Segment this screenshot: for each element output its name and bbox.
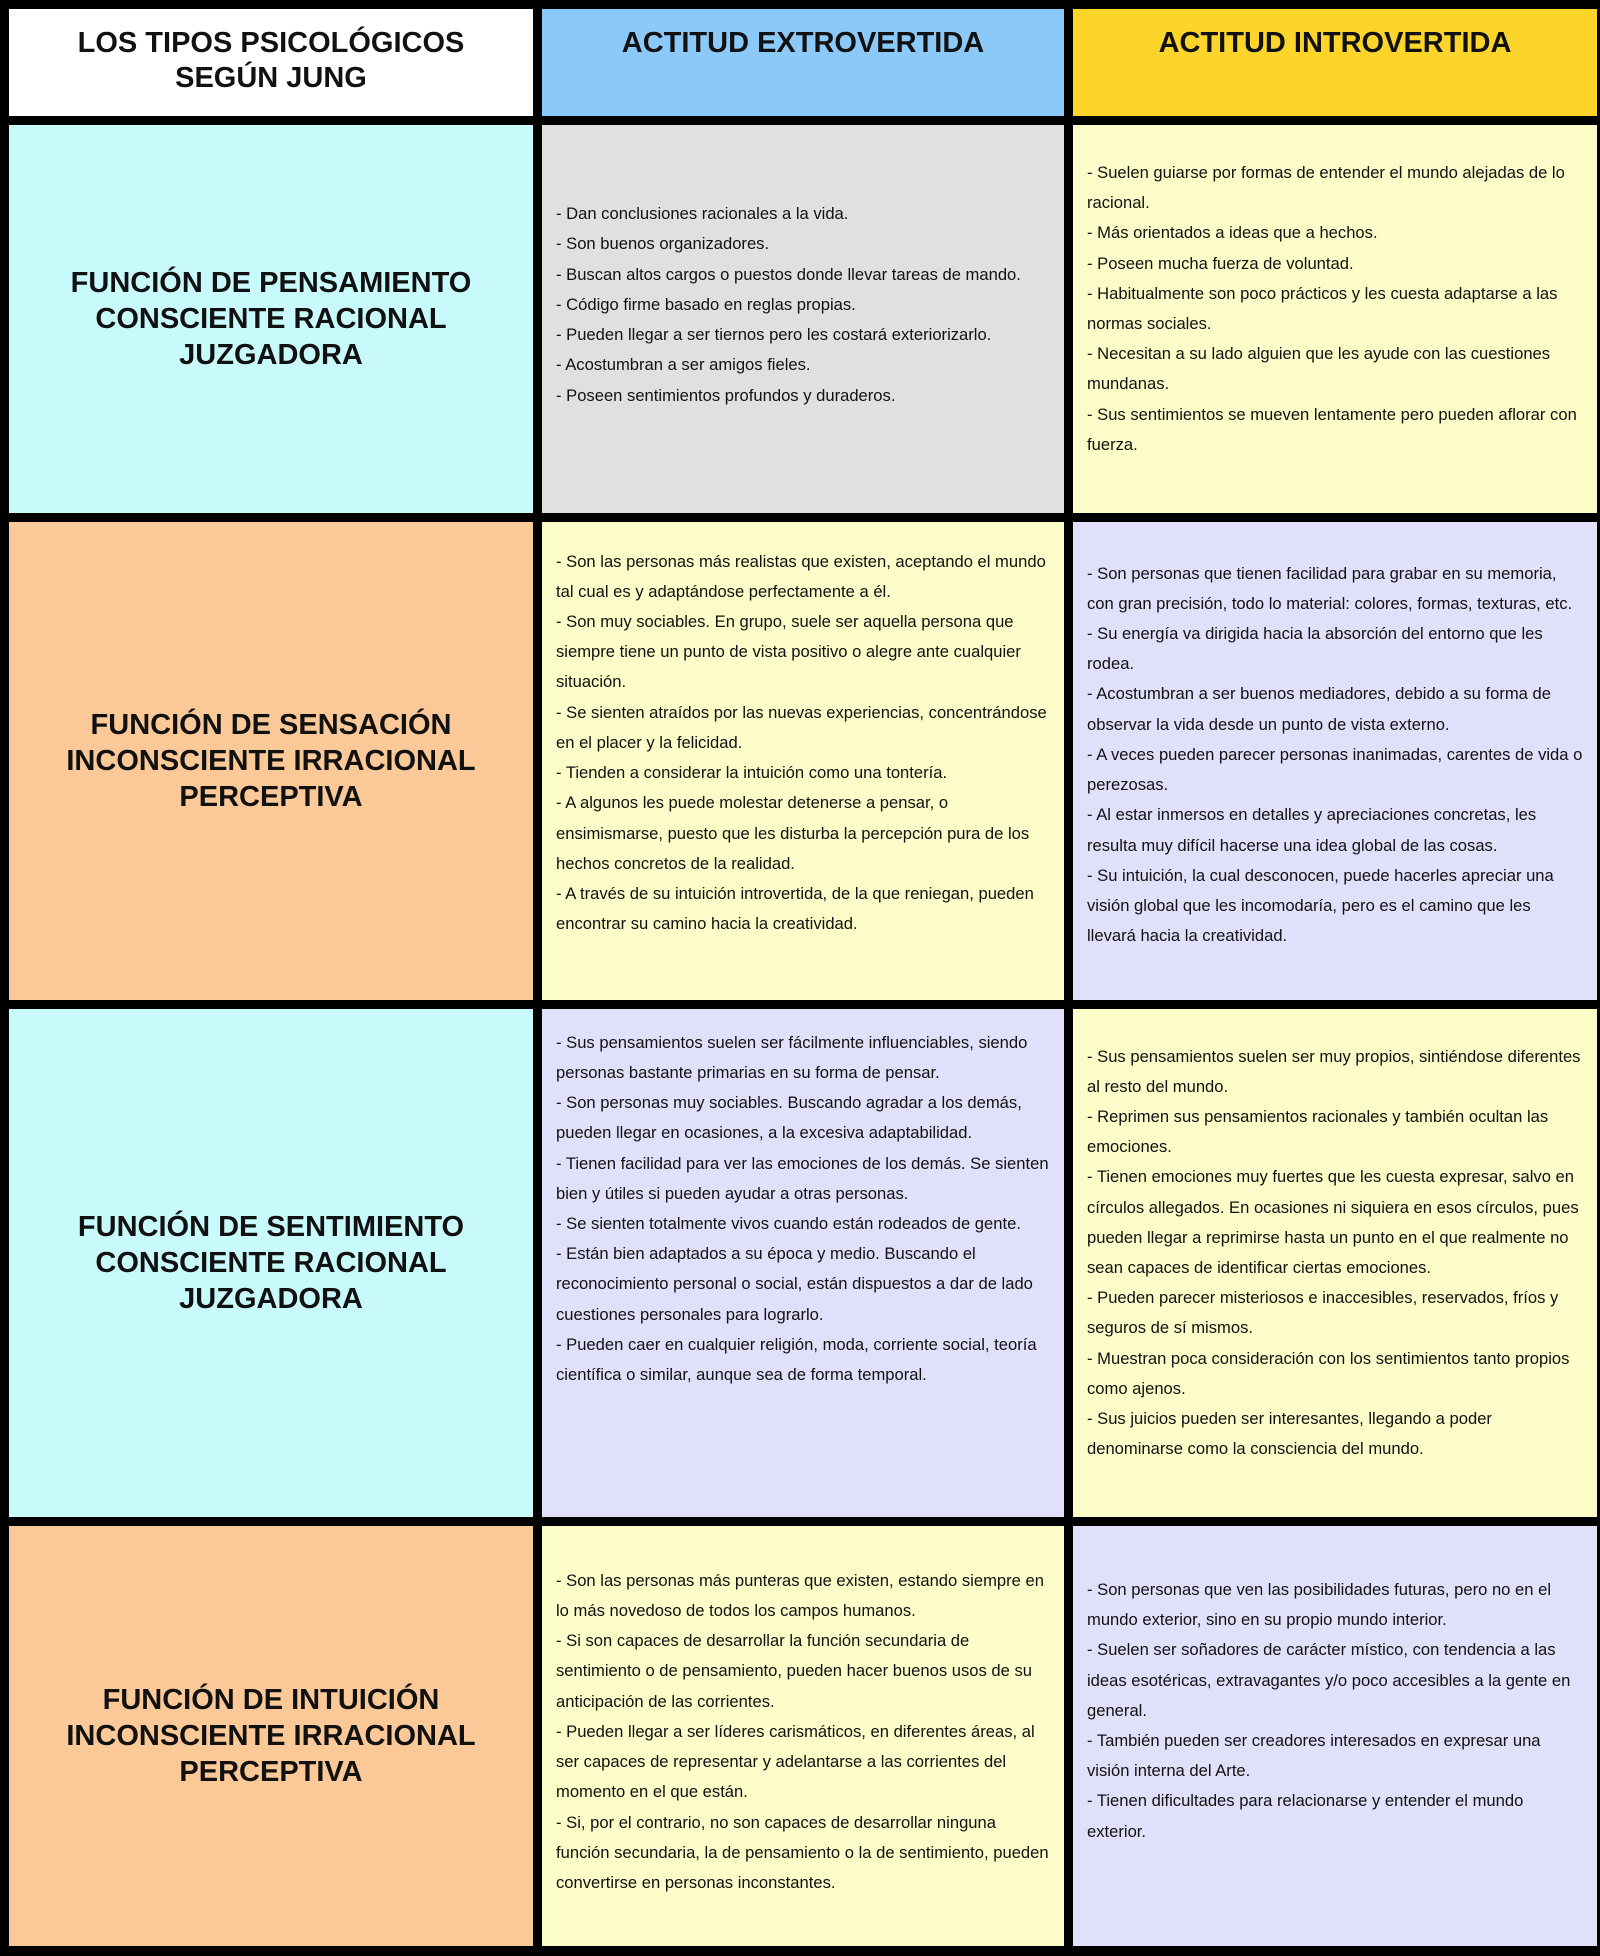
cell-feeling-extro <box>542 1009 1064 1517</box>
list-item: - Su energía va dirigida hacia la absorción del entorno que les rodea. <box>1087 624 1543 674</box>
row-label-intuition: FUNCIÓN DE INTUICIÓN INCONSCIENTE IRRACIONAL PERCEPTIVA <box>9 1526 533 1946</box>
list-thinking-intro <box>1087 158 1583 460</box>
list-item: - Sus juicios pueden ser interesantes, llegando a poder denominarse como la consciencia del mundo. <box>1087 1409 1492 1459</box>
cell-sensation-intro <box>1073 522 1597 1000</box>
list-item: - Son personas muy sociables. Buscando agradar a los demás, pueden llegar en ocasiones, a la excesiva adaptabilidad. <box>556 1093 1022 1143</box>
list-item: - Poseen sentimientos profundos y duraderos. <box>556 385 896 405</box>
list-item: - Son muy sociables. En grupo, suele ser aquella persona que siempre tiene un punto de vista positivo o alegre ante cualquier situación. <box>556 612 1021 692</box>
list-thinking-extro <box>556 199 1021 410</box>
list-item: - Si son capaces de desarrollar la función secundaria de sentimiento o de pensamiento, pueden hacer buenos usos de su anticipación de las corrientes. <box>556 1631 1033 1711</box>
cell-sensation-extro <box>542 522 1064 1000</box>
cell-thinking-intro <box>1073 125 1597 513</box>
row-label-thinking: FUNCIÓN DE PENSAMIENTO CONSCIENTE RACIONAL JUZGADORA <box>9 125 533 513</box>
list-item: - Suelen guiarse por formas de entender el mundo alejadas de lo racional. <box>1087 162 1565 213</box>
list-item: - Sus pensamientos suelen ser muy propios, sintiéndose diferentes al resto del mundo. <box>1087 1046 1581 1096</box>
list-item: - Más orientados a ideas que a hechos. <box>1087 223 1378 243</box>
row-label-sensation: FUNCIÓN DE SENSACIÓN INCONSCIENTE IRRACIONAL PERCEPTIVA <box>9 522 533 1000</box>
list-item: - Están bien adaptados a su época y medio. Buscando el reconocimiento personal o social, están dispuestos a dar de lado cuestiones personales para lograrlo. <box>556 1244 1033 1324</box>
list-item: - Pueden parecer misteriosos e inaccesibles, reservados, fríos y seguros de sí mismos. <box>1087 1288 1559 1338</box>
list-item: - Al estar inmersos en detalles y apreciaciones concretas, les resulta muy difícil hacerse una idea global de las cosas. <box>1087 805 1537 855</box>
cell-intuition-intro <box>1073 1526 1597 1946</box>
list-feeling-extro <box>556 1028 1050 1390</box>
list-item: - Tienen facilidad para ver las emociones de los demás. Se sienten bien y útiles si pueden ayudar a otras personas. <box>556 1153 1049 1203</box>
list-item: - Son personas que tienen facilidad para grabar en su memoria, con gran precisión, todo lo material: colores, formas, texturas, etc. <box>1087 563 1573 613</box>
list-item: - Son las personas más punteras que existen, estando siempre en lo más novedoso de todos los campos humanos. <box>556 1570 1044 1621</box>
list-item: - Se sienten atraídos por las nuevas experiencias, concentrándose en el placer y la felicidad. <box>556 702 1047 752</box>
header-extroverted: ACTITUD EXTROVERTIDA <box>542 9 1064 116</box>
list-item: - Pueden llegar a ser tiernos pero les costará exteriorizarlo. <box>556 325 992 345</box>
list-item: - A veces pueden parecer personas inanimadas, carentes de vida o perezosas. <box>1087 744 1583 795</box>
list-item: - Son personas que ven las posibilidades futuras, pero no en el mundo exterior, sino en su propio mundo interior. <box>1087 1580 1552 1630</box>
list-item: - Habitualmente son poco prácticos y les cuesta adaptarse a las normas sociales. <box>1087 283 1558 333</box>
list-item: - Si, por el contrario, no son capaces de desarrollar ninguna función secundaria, la de pensamiento o la de sentimiento, pueden convertirse en personas inconstantes. <box>556 1812 1049 1892</box>
list-item: - Pueden caer en cualquier religión, moda, corriente social, teoría científica o similar, aunque sea de forma temporal. <box>556 1334 1037 1385</box>
list-sensation-intro <box>1087 559 1583 952</box>
list-item: - Acostumbran a ser buenos mediadores, debido a su forma de observar la vida desde un punto de vista externo. <box>1087 684 1551 734</box>
list-item: - Tienden a considerar la intuición como una tontería. <box>556 763 948 783</box>
list-sensation-extro <box>556 547 1050 940</box>
header-introverted: ACTITUD INTROVERTIDA <box>1073 9 1597 116</box>
list-item: - Tienen dificultades para relacionarse y entender el mundo exterior. <box>1087 1791 1524 1841</box>
list-item: - A través de su intuición introvertida, de la que reniegan, pueden encontrar su camino hacia la creatividad. <box>556 883 1034 934</box>
list-item: - Poseen mucha fuerza de voluntad. <box>1087 253 1354 273</box>
list-item: - Sus sentimientos se mueven lentamente pero pueden aflorar con fuerza. <box>1087 404 1577 454</box>
list-item: - Se sienten totalmente vivos cuando están rodeados de gente. <box>556 1214 1021 1233</box>
list-item: - Acostumbran a ser amigos fieles. <box>556 355 811 375</box>
cell-thinking-extro <box>542 125 1064 513</box>
cell-intuition-extro <box>542 1526 1064 1946</box>
list-intuition-intro <box>1087 1575 1583 1847</box>
list-item: - Suelen ser soñadores de carácter místico, con tendencia a las ideas esotéricas, extravagantes y/o poco accesibles a la gente en general. <box>1087 1640 1571 1720</box>
list-item: - Buscan altos cargos o puestos donde llevar tareas de mando. <box>556 264 1021 284</box>
list-item: - Reprimen sus pensamientos racionales y también ocultan las emociones. <box>1087 1106 1549 1157</box>
list-item: - También pueden ser creadores interesados en expresar una visión interna del Arte. <box>1087 1731 1541 1781</box>
list-item: - Pueden llegar a ser líderes carismáticos, en diferentes áreas, al ser capaces de representar y adelantarse a las corrientes del momento en el que están. <box>556 1721 1035 1802</box>
list-feeling-intro <box>1087 1042 1583 1465</box>
list-item: - Su intuición, la cual desconocen, puede hacerles apreciar una visión global que les incomodaría, pero es el camino que les llevará hacia la creatividad. <box>1087 865 1554 946</box>
list-item: - Sus pensamientos suelen ser fácilmente influenciables, siendo personas bastante primarias en su forma de pensar. <box>556 1032 1028 1082</box>
list-item: - Son buenos organizadores. <box>556 234 770 254</box>
list-item: - Necesitan a su lado alguien que les ayude con las cuestiones mundanas. <box>1087 344 1551 394</box>
row-label-feeling: FUNCIÓN DE SENTIMIENTO CONSCIENTE RACIONAL JUZGADORA <box>9 1009 533 1517</box>
list-item: - A algunos les puede molestar detenerse a pensar, o ensimismarse, puesto que les disturba la percepción pura de los hechos concretos de la realidad. <box>556 793 1030 873</box>
header-corner: LOS TIPOS PSICOLÓGICOS SEGÚN JUNG <box>9 9 533 116</box>
list-item: - Tienen emociones muy fuertes que les cuesta expresar, salvo en círculos allegados. En ocasiones ni siquiera en esos círculos, pues pueden llegar a reprimirse hasta un punto en el que realmente no sean capaces de identificar ciertas emociones. <box>1087 1167 1579 1277</box>
list-item: - Código firme basado en reglas propias. <box>556 294 856 314</box>
list-item: - Son las personas más realistas que existen, aceptando el mundo tal cual es y adaptándose perfectamente a él. <box>556 551 1046 601</box>
list-item: - Muestran poca consideración con los sentimientos tanto propios como ajenos. <box>1087 1348 1570 1398</box>
list-item: - Dan conclusiones racionales a la vida. <box>556 204 849 224</box>
list-intuition-extro <box>556 1566 1050 1898</box>
cell-feeling-intro <box>1073 1009 1597 1517</box>
